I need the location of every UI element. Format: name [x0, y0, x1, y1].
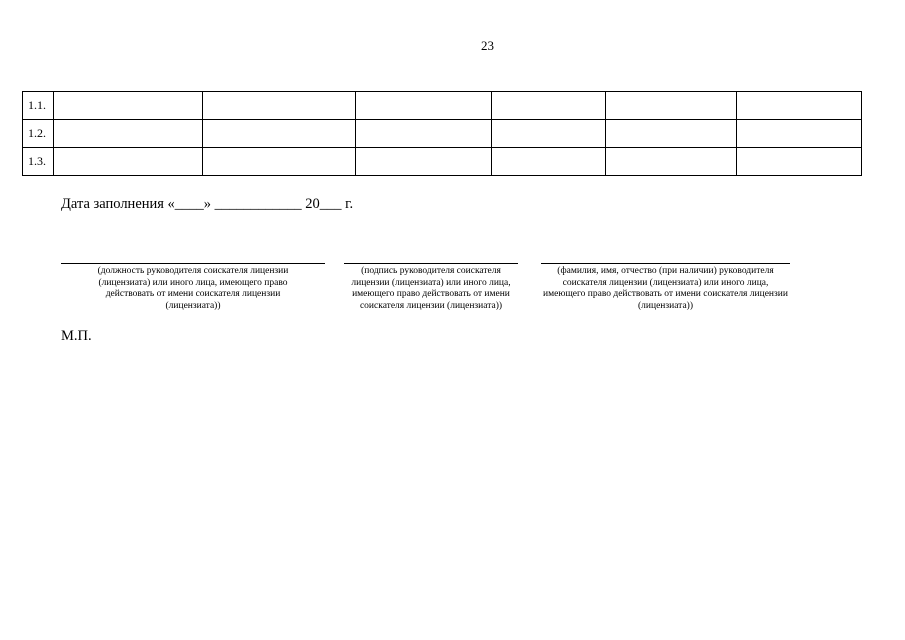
data-table — [22, 91, 862, 176]
table-cell[interactable] — [606, 92, 737, 120]
full-name-caption: (фамилия, имя, отчество (при наличии) руководителя соискателя лицензии (лицензиата) или иного лица, имеющего право действовать от имени соискателя лицензии (лицензиата)) — [543, 266, 788, 311]
signature-caption: (подпись руководителя соискателя лицензии (лицензиата) или иного лица, имеющего право действовать от имени соискателя лицензии (лицензиата)) — [351, 266, 511, 311]
page-number: 23 — [481, 38, 494, 53]
table-cell[interactable] — [492, 120, 606, 148]
table-cell[interactable] — [356, 120, 492, 148]
table-row — [23, 92, 862, 120]
row-number: 1.3. — [23, 148, 54, 176]
position-signature-line[interactable] — [61, 263, 325, 264]
table-cell[interactable] — [606, 148, 737, 176]
position-caption: (должность руководителя соискателя лицензии (лицензиата) или иного лица, имеющего право действовать от имени соискателя лицензии (лицензиата)) — [97, 266, 289, 311]
signature-line[interactable] — [344, 263, 518, 264]
table-cell[interactable] — [203, 120, 356, 148]
table-cell[interactable] — [54, 148, 203, 176]
fill-date-line[interactable]: Дата заполнения «____» ____________ 20___ г. — [61, 196, 354, 212]
stamp-label: М.П. — [61, 328, 92, 344]
row-number: 1.2. — [23, 120, 54, 148]
table-cell[interactable] — [356, 148, 492, 176]
table-cell[interactable] — [203, 148, 356, 176]
table-row — [23, 120, 862, 148]
table-cell[interactable] — [737, 92, 862, 120]
table-cell[interactable] — [492, 92, 606, 120]
table-cell[interactable] — [54, 92, 203, 120]
table-cell[interactable] — [54, 120, 203, 148]
full-name-line[interactable] — [541, 263, 790, 264]
table-cell[interactable] — [737, 148, 862, 176]
table-cell[interactable] — [203, 92, 356, 120]
row-number: 1.1. — [23, 92, 54, 120]
table-cell[interactable] — [737, 120, 862, 148]
table-cell[interactable] — [356, 92, 492, 120]
table-row — [23, 148, 862, 176]
table-cell[interactable] — [492, 148, 606, 176]
table-cell[interactable] — [606, 120, 737, 148]
